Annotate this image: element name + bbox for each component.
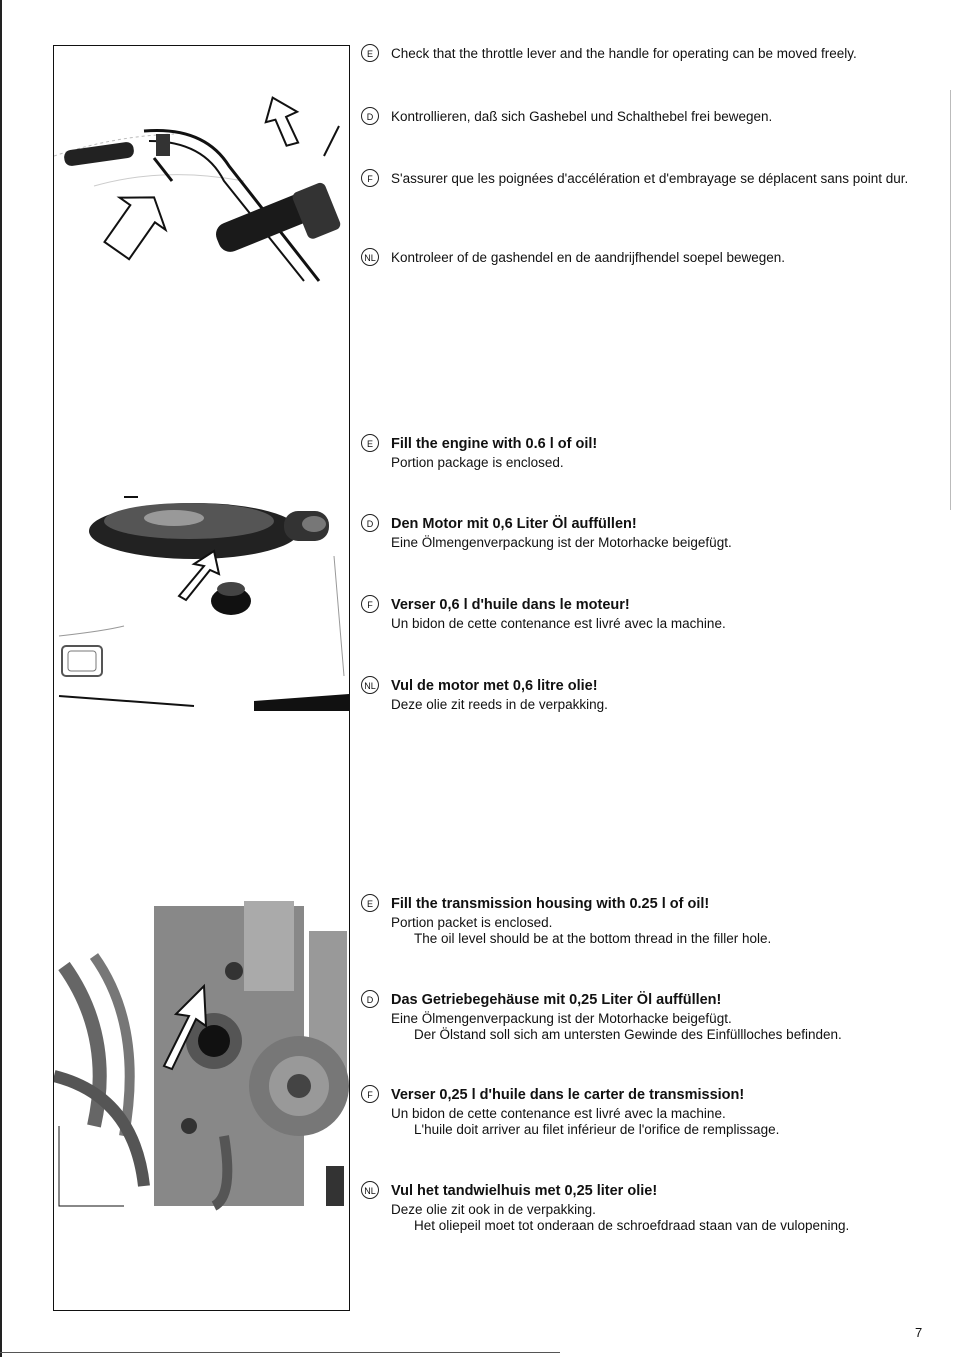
- language-badge-d: D: [361, 990, 379, 1008]
- transmission-housing-illustration: [54, 896, 349, 1216]
- entry-nl-throttle-check: [361, 250, 931, 266]
- entry-heading: Das Getriebegehäuse mit 0,25 Liter Öl auffüllen!: [391, 992, 722, 1008]
- body-line: Deze olie zit ook in de verpakking.: [391, 1202, 596, 1217]
- language-badge-f: F: [361, 169, 379, 187]
- entry-f-engine-oil: [361, 597, 931, 632]
- entry-text: [391, 46, 931, 62]
- entry-text: [391, 678, 931, 713]
- transmission-drawing: [54, 896, 349, 1216]
- entry-d-throttle-check: [361, 109, 931, 125]
- body-line: Deze olie zit reeds in de verpakking.: [391, 697, 608, 712]
- entry-text: [391, 992, 931, 1043]
- page-number: 7: [915, 1325, 923, 1340]
- page-bottom-rule: [0, 1352, 560, 1353]
- language-badge-e: E: [361, 434, 379, 452]
- language-badge-e: E: [361, 894, 379, 912]
- entry-heading: Verser 0,6 l d'huile dans le moteur!: [391, 597, 630, 613]
- body-line: Eine Ölmengenverpackung ist der Motorhacke beigefügt.: [391, 535, 732, 550]
- entry-text: [391, 896, 931, 947]
- entry-text: [391, 436, 931, 471]
- language-badge-d: D: [361, 514, 379, 532]
- entry-e-throttle-check: [361, 46, 931, 62]
- language-badge-nl: NL: [361, 676, 379, 694]
- entry-nl-engine-oil: [361, 678, 931, 713]
- entry-text: [391, 516, 931, 551]
- language-badge-e: E: [361, 44, 379, 62]
- handlebar-drawing: [54, 86, 349, 296]
- body-line: The oil level should be at the bottom thread in the filler hole.: [414, 931, 772, 946]
- engine-drawing: [54, 496, 349, 711]
- entry-text: [391, 1087, 931, 1138]
- entry-d-transmission-oil: [361, 992, 931, 1043]
- body-line: Eine Ölmengenverpackung ist der Motorhacke beigefügt.: [391, 1011, 732, 1026]
- language-badge-nl: NL: [361, 248, 379, 266]
- illustration-panel: [53, 45, 350, 1311]
- body-line: Un bidon de cette contenance est livré avec la machine.: [391, 616, 726, 631]
- body-line: Kontrollieren, daß sich Gashebel und Schalthebel frei bewegen.: [391, 109, 773, 124]
- body-line: Check that the throttle lever and the handle for operating can be moved freely.: [391, 46, 857, 61]
- entry-f-throttle-check: [361, 171, 931, 187]
- body-line: Portion packet is enclosed.: [391, 915, 553, 930]
- entry-heading: Vul het tandwielhuis met 0,25 liter olie!: [391, 1183, 658, 1199]
- entry-f-transmission-oil: [361, 1087, 931, 1138]
- entry-heading: Fill the transmission housing with 0.25 l of oil!: [391, 896, 710, 912]
- entry-heading: Vul de motor met 0,6 litre olie!: [391, 678, 598, 694]
- entry-e-engine-oil: [361, 436, 931, 471]
- entry-heading: Fill the engine with 0.6 l of oil!: [391, 436, 598, 452]
- handlebar-levers-illustration: [54, 86, 349, 296]
- entry-heading: Den Motor mit 0,6 Liter Öl auffüllen!: [391, 516, 637, 532]
- entry-heading: Verser 0,25 l d'huile dans le carter de transmission!: [391, 1087, 745, 1103]
- body-line: Der Ölstand soll sich am untersten Gewinde des Einfüllloches befinden.: [414, 1027, 842, 1042]
- entry-text: [391, 250, 931, 266]
- entry-d-engine-oil: [361, 516, 931, 551]
- entry-text: [391, 597, 931, 632]
- body-line: Un bidon de cette contenance est livré avec la machine.: [391, 1106, 726, 1121]
- engine-oil-filler-illustration: [54, 496, 349, 711]
- body-line: Het oliepeil moet tot onderaan de schroefdraad staan van de vulopening.: [414, 1218, 850, 1233]
- entry-e-transmission-oil: [361, 896, 931, 947]
- language-badge-f: F: [361, 1085, 379, 1103]
- entry-nl-transmission-oil: [361, 1183, 931, 1234]
- entry-text: [391, 1183, 931, 1234]
- language-badge-f: F: [361, 595, 379, 613]
- body-line: S'assurer que les poignées d'accélération et d'embrayage se déplacent sans point dur.: [391, 171, 909, 186]
- language-badge-d: D: [361, 107, 379, 125]
- page-left-edge: [0, 0, 2, 1357]
- page-right-edge: [950, 90, 951, 510]
- body-line: L'huile doit arriver au filet inférieur de l'orifice de remplissage.: [414, 1122, 780, 1137]
- entry-text: [391, 109, 931, 125]
- body-line: Kontroleer of de gashendel en de aandrijfhendel soepel bewegen.: [391, 250, 786, 265]
- body-line: Portion package is enclosed.: [391, 455, 564, 470]
- language-badge-nl: NL: [361, 1181, 379, 1199]
- entry-text: [391, 171, 931, 187]
